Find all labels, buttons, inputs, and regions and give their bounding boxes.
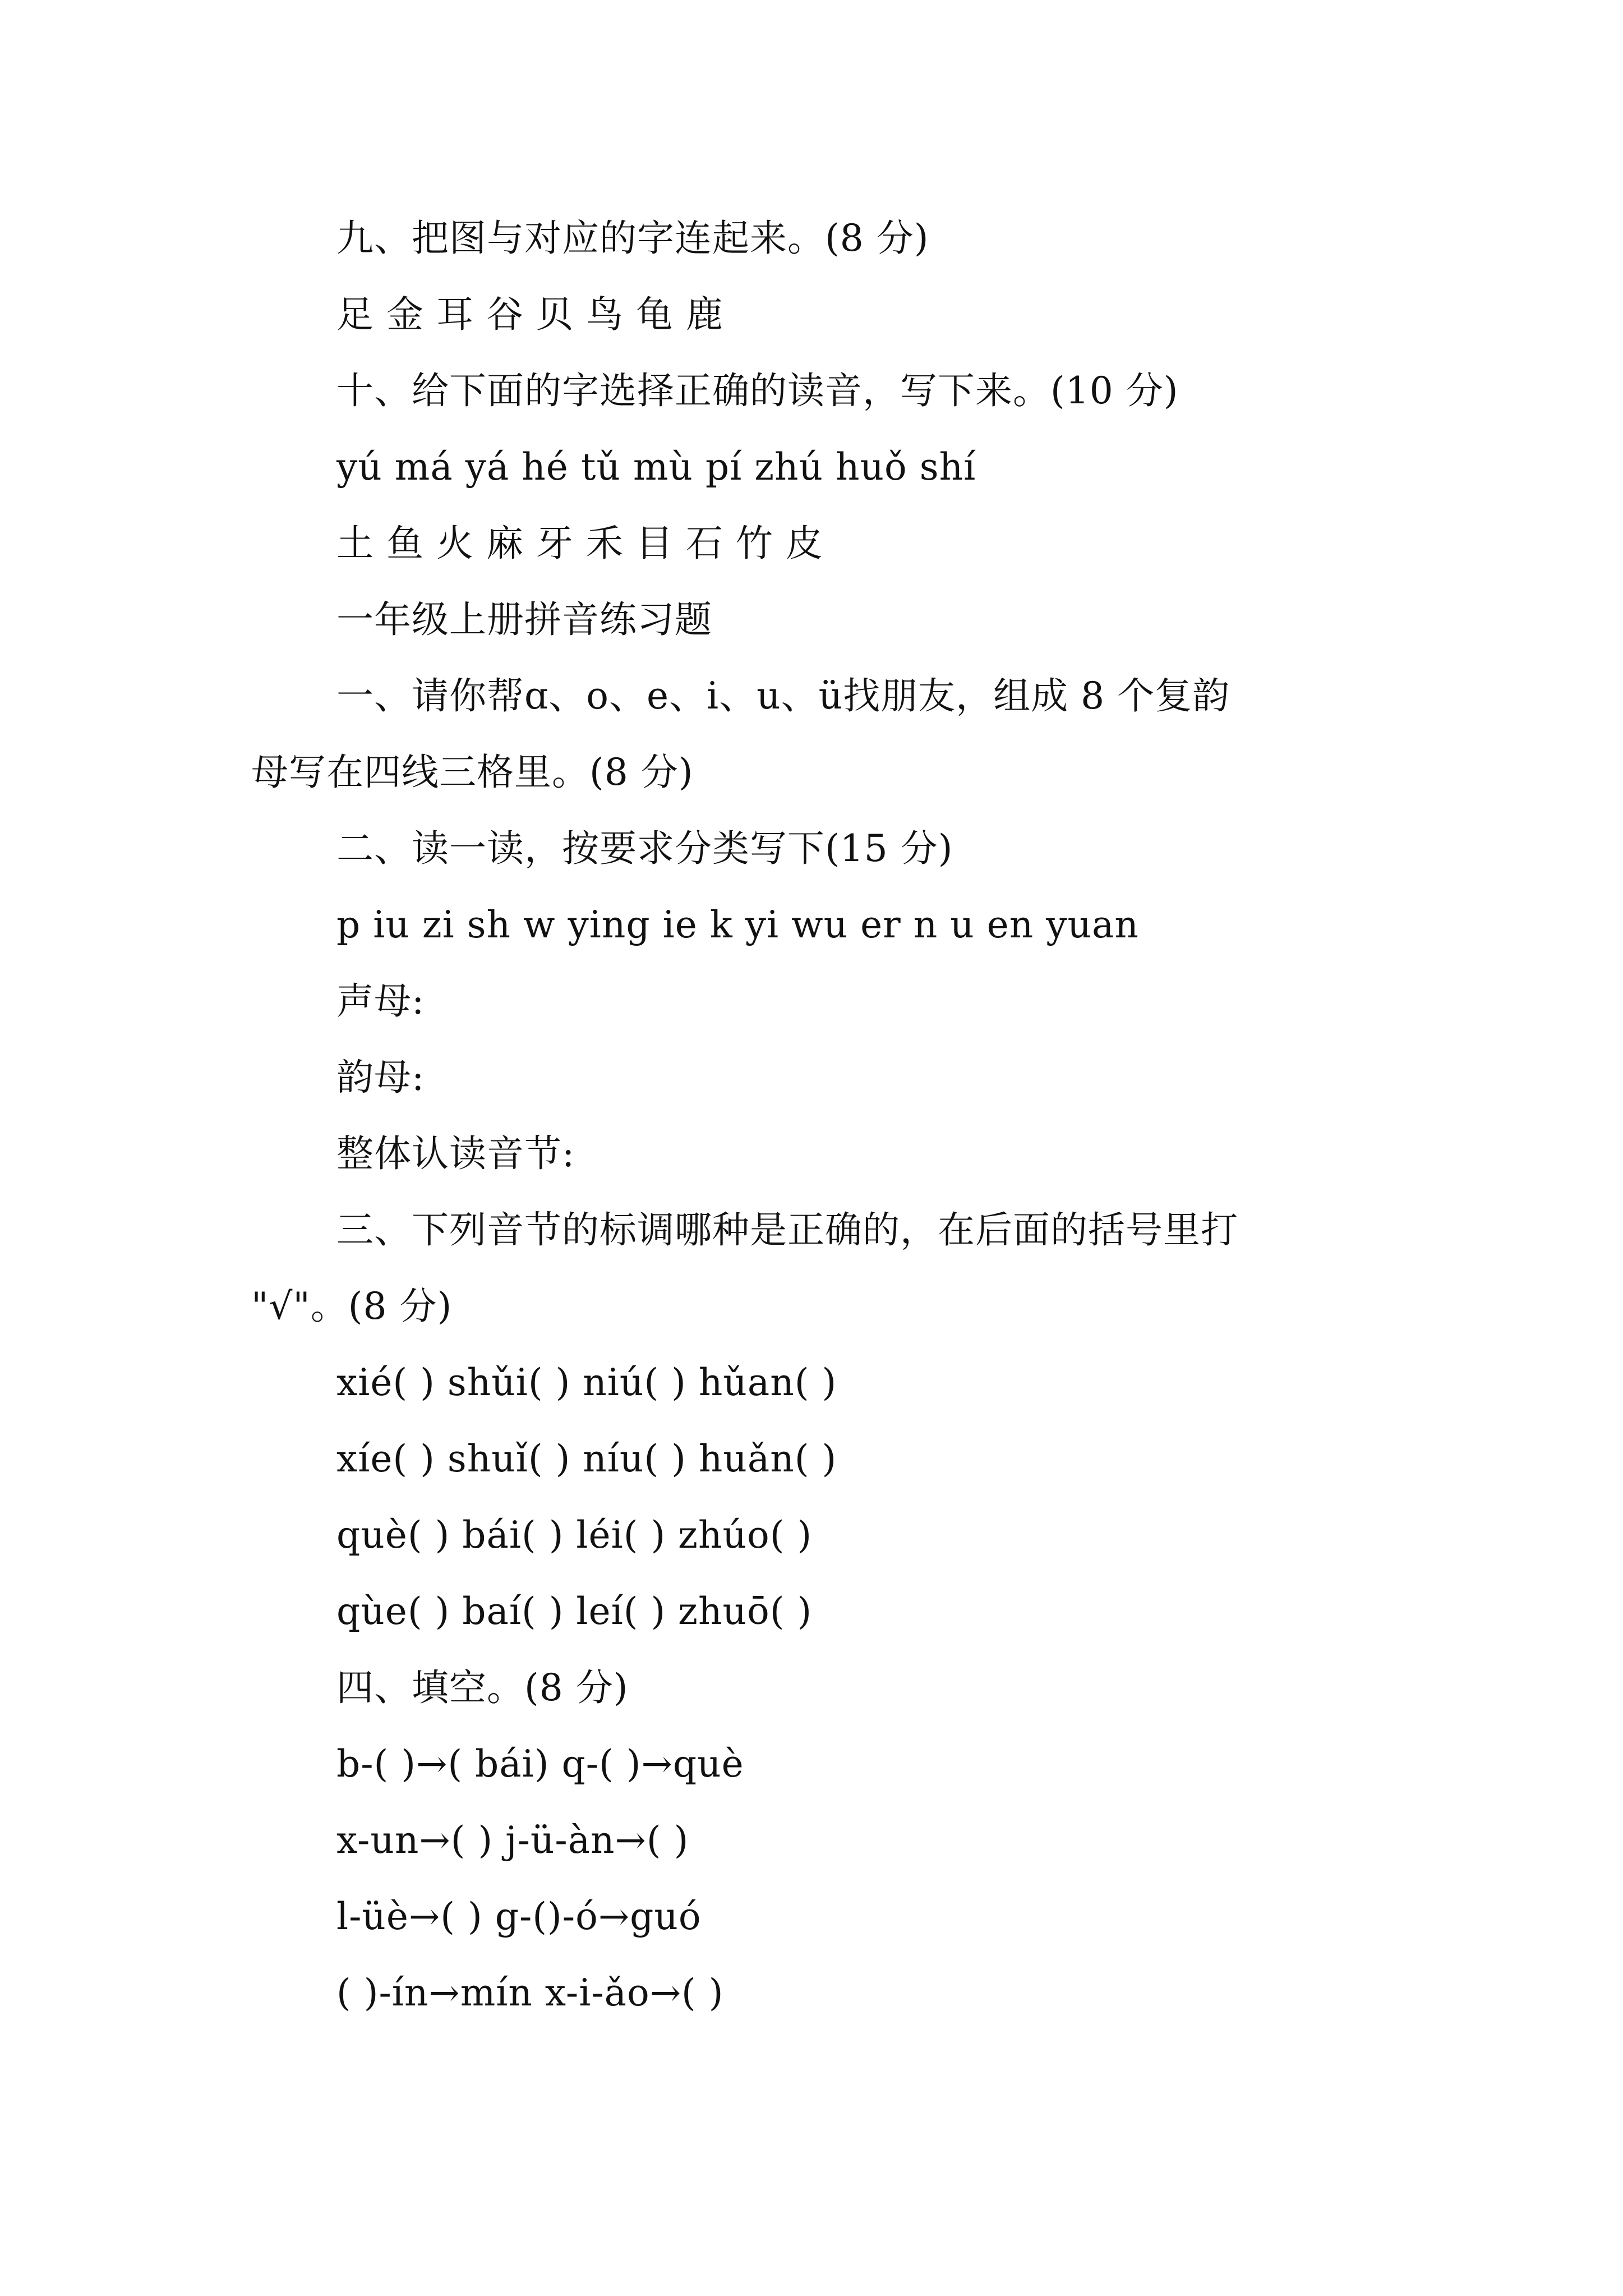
initials-label: 声母: (336, 979, 425, 1023)
question-3-line-1: 三、下列音节的标调哪种是正确的，在后面的括号里打 (336, 1208, 1238, 1251)
question-2-title: 二、读一读，按要求分类写下(15 分) (336, 827, 953, 870)
question-4-title: 四、填空。(8 分) (336, 1666, 629, 1709)
tone-row-3: què( ) bái( ) léi( ) zhúo( ) (336, 1513, 813, 1557)
tone-row-1: xié( ) shǔi( ) niú( ) hǔan( ) (336, 1361, 837, 1404)
question-1-line-1: 一、请你帮ɑ、o、e、i、u、ü找朋友，组成 8 个复韵 (336, 674, 1230, 717)
question-10-pinyin: yú má yá hé tǔ mù pí zhú huǒ shí (336, 445, 976, 489)
section-title: 一年级上册拼音练习题 (336, 598, 712, 641)
question-10-characters: 土 鱼 火 麻 牙 禾 目 石 竹 皮 (336, 522, 823, 565)
question-3-line-2: "√"。(8 分) (251, 1285, 453, 1328)
fill-row-3: l-üè→( ) g-()-ó→guó (336, 1895, 702, 1938)
finals-label: 韵母: (336, 1056, 425, 1099)
tone-row-4: qùe( ) baí( ) leí( ) zhuō( ) (336, 1590, 813, 1633)
question-9-title: 九、把图与对应的字连起来。(8 分) (336, 217, 929, 260)
fill-row-1: b-( )→( bái) q-( )→què (336, 1742, 744, 1786)
tone-row-2: xíe( ) shuǐ( ) níu( ) huǎn( ) (336, 1437, 837, 1480)
question-1-line-2: 母写在四线三格里。(8 分) (251, 751, 694, 794)
whole-syllables-label: 整体认读音节: (336, 1132, 575, 1175)
question-10-title: 十、给下面的字选择正确的读音，写下来。(10 分) (336, 369, 1179, 412)
question-2-syllables: p iu zi sh w ying ie k yi wu er n u en yuan (336, 903, 1139, 946)
fill-row-2: x-un→( ) j-ü-àn→( ) (336, 1819, 689, 1862)
fill-row-4: ( )-ín→mín x-i-ǎo→( ) (336, 1971, 724, 2014)
question-9-characters: 足 金 耳 谷 贝 鸟 龟 鹿 (336, 293, 723, 336)
